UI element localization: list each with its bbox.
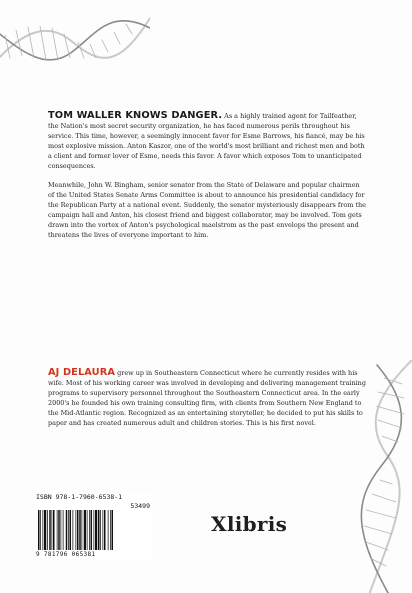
- barcode-bar: [108, 510, 109, 550]
- synopsis-paragraph-2: Meanwhile, John W. Bingham, senior senator from the State of Delaware and popular chairmen of the United States Senate Arms Committee is about to announce his presidential candidacy for the Republican Party at a national event. Suddenly, the senator mysteriously disappears from the campaign hall and Anton, his closest friend and biggest collaborator, may be involved. Tom gets drawn into the vortex of Anton's psychological maelstrom as the past envelops the present and threatens the lives of everyone important to him.: [48, 180, 366, 240]
- synopsis-paragraph-1: [48, 111, 366, 172]
- barcode-bar: [76, 510, 77, 550]
- barcode-bar: [66, 510, 68, 550]
- barcode-bar: [58, 510, 60, 550]
- author-bio: [48, 368, 366, 437]
- isbn-number: ISBN 978-1-7960-6538-1: [36, 493, 123, 501]
- barcode-bar: [82, 510, 83, 550]
- barcode-bar: [68, 510, 69, 550]
- barcode-bar: [94, 510, 95, 550]
- barcode-bar: [73, 510, 74, 550]
- barcode-bar: [87, 510, 88, 550]
- synopsis-paragraph-1-text: As a highly trained agent for Tailfeather, the Nation's most secret security organization, he has faced numerous perils throughout his service. This time, however, a seemingly innocent favor for Esme Barrows, his fiancé, may be his most explosive mission. Anton Kaszor, one of the world's most brilliant and richest men and both a client and former lover of Esme, needs this favor. A favor which exposes Tom to unanticipated consequences.: [48, 112, 365, 171]
- author-bio-paragraph: [48, 368, 366, 429]
- barcode-digits: 9 781796 065381: [36, 551, 96, 558]
- barcode-bar: [98, 510, 100, 550]
- barcode-bar: [57, 510, 58, 550]
- barcode-bar: [44, 510, 46, 550]
- barcode-bar: [61, 510, 62, 550]
- barcode-bar: [95, 510, 97, 550]
- barcode-bar: [49, 510, 51, 550]
- barcode-bar: [63, 510, 64, 550]
- dna-helix-top-decoration: [0, 0, 150, 95]
- barcode-bar: [38, 510, 40, 550]
- barcode-bar: [104, 510, 106, 550]
- barcode-bar: [100, 510, 101, 550]
- isbn-barcode-box: [36, 493, 152, 559]
- barcode-bar: [84, 510, 86, 550]
- barcode-bar: [43, 510, 44, 550]
- barcode-bar: [79, 510, 81, 550]
- barcode-bar: [110, 510, 111, 550]
- barcode-bar: [91, 510, 93, 550]
- barcode-bar: [53, 510, 55, 550]
- book-synopsis: [48, 111, 366, 248]
- barcode-image: [36, 510, 152, 550]
- barcode-price-code: 53499: [130, 502, 150, 510]
- barcode-bar: [70, 510, 72, 550]
- synopsis-headline: TOM WALLER KNOWS DANGER.: [48, 110, 223, 121]
- barcode-bar: [47, 510, 48, 550]
- author-bio-text: grew up in Southeastern Connecticut where he currently resides with his wife. Most of his working career was involved in developing and delivering management training programs to supervisory personnel throughout the Southeastern Connecticut area. In the early 2000's he founded his own training consulting firm, with clients from Southern New England to the Mid-Atlantic region. Recognized as an entertaining storyteller, he decided to put his skills to paper and has created numerous adult and children stories. This is his first novel.: [48, 369, 366, 428]
- barcode-bar: [89, 510, 90, 550]
- barcode-bar: [77, 510, 79, 550]
- barcode-bar: [40, 510, 41, 550]
- author-name: AJ DELAURA: [48, 367, 116, 378]
- publisher-logo: Xlibris: [211, 512, 288, 536]
- barcode-bar: [112, 510, 114, 550]
- barcode-bar: [52, 510, 53, 550]
- barcode-bar: [103, 510, 104, 550]
